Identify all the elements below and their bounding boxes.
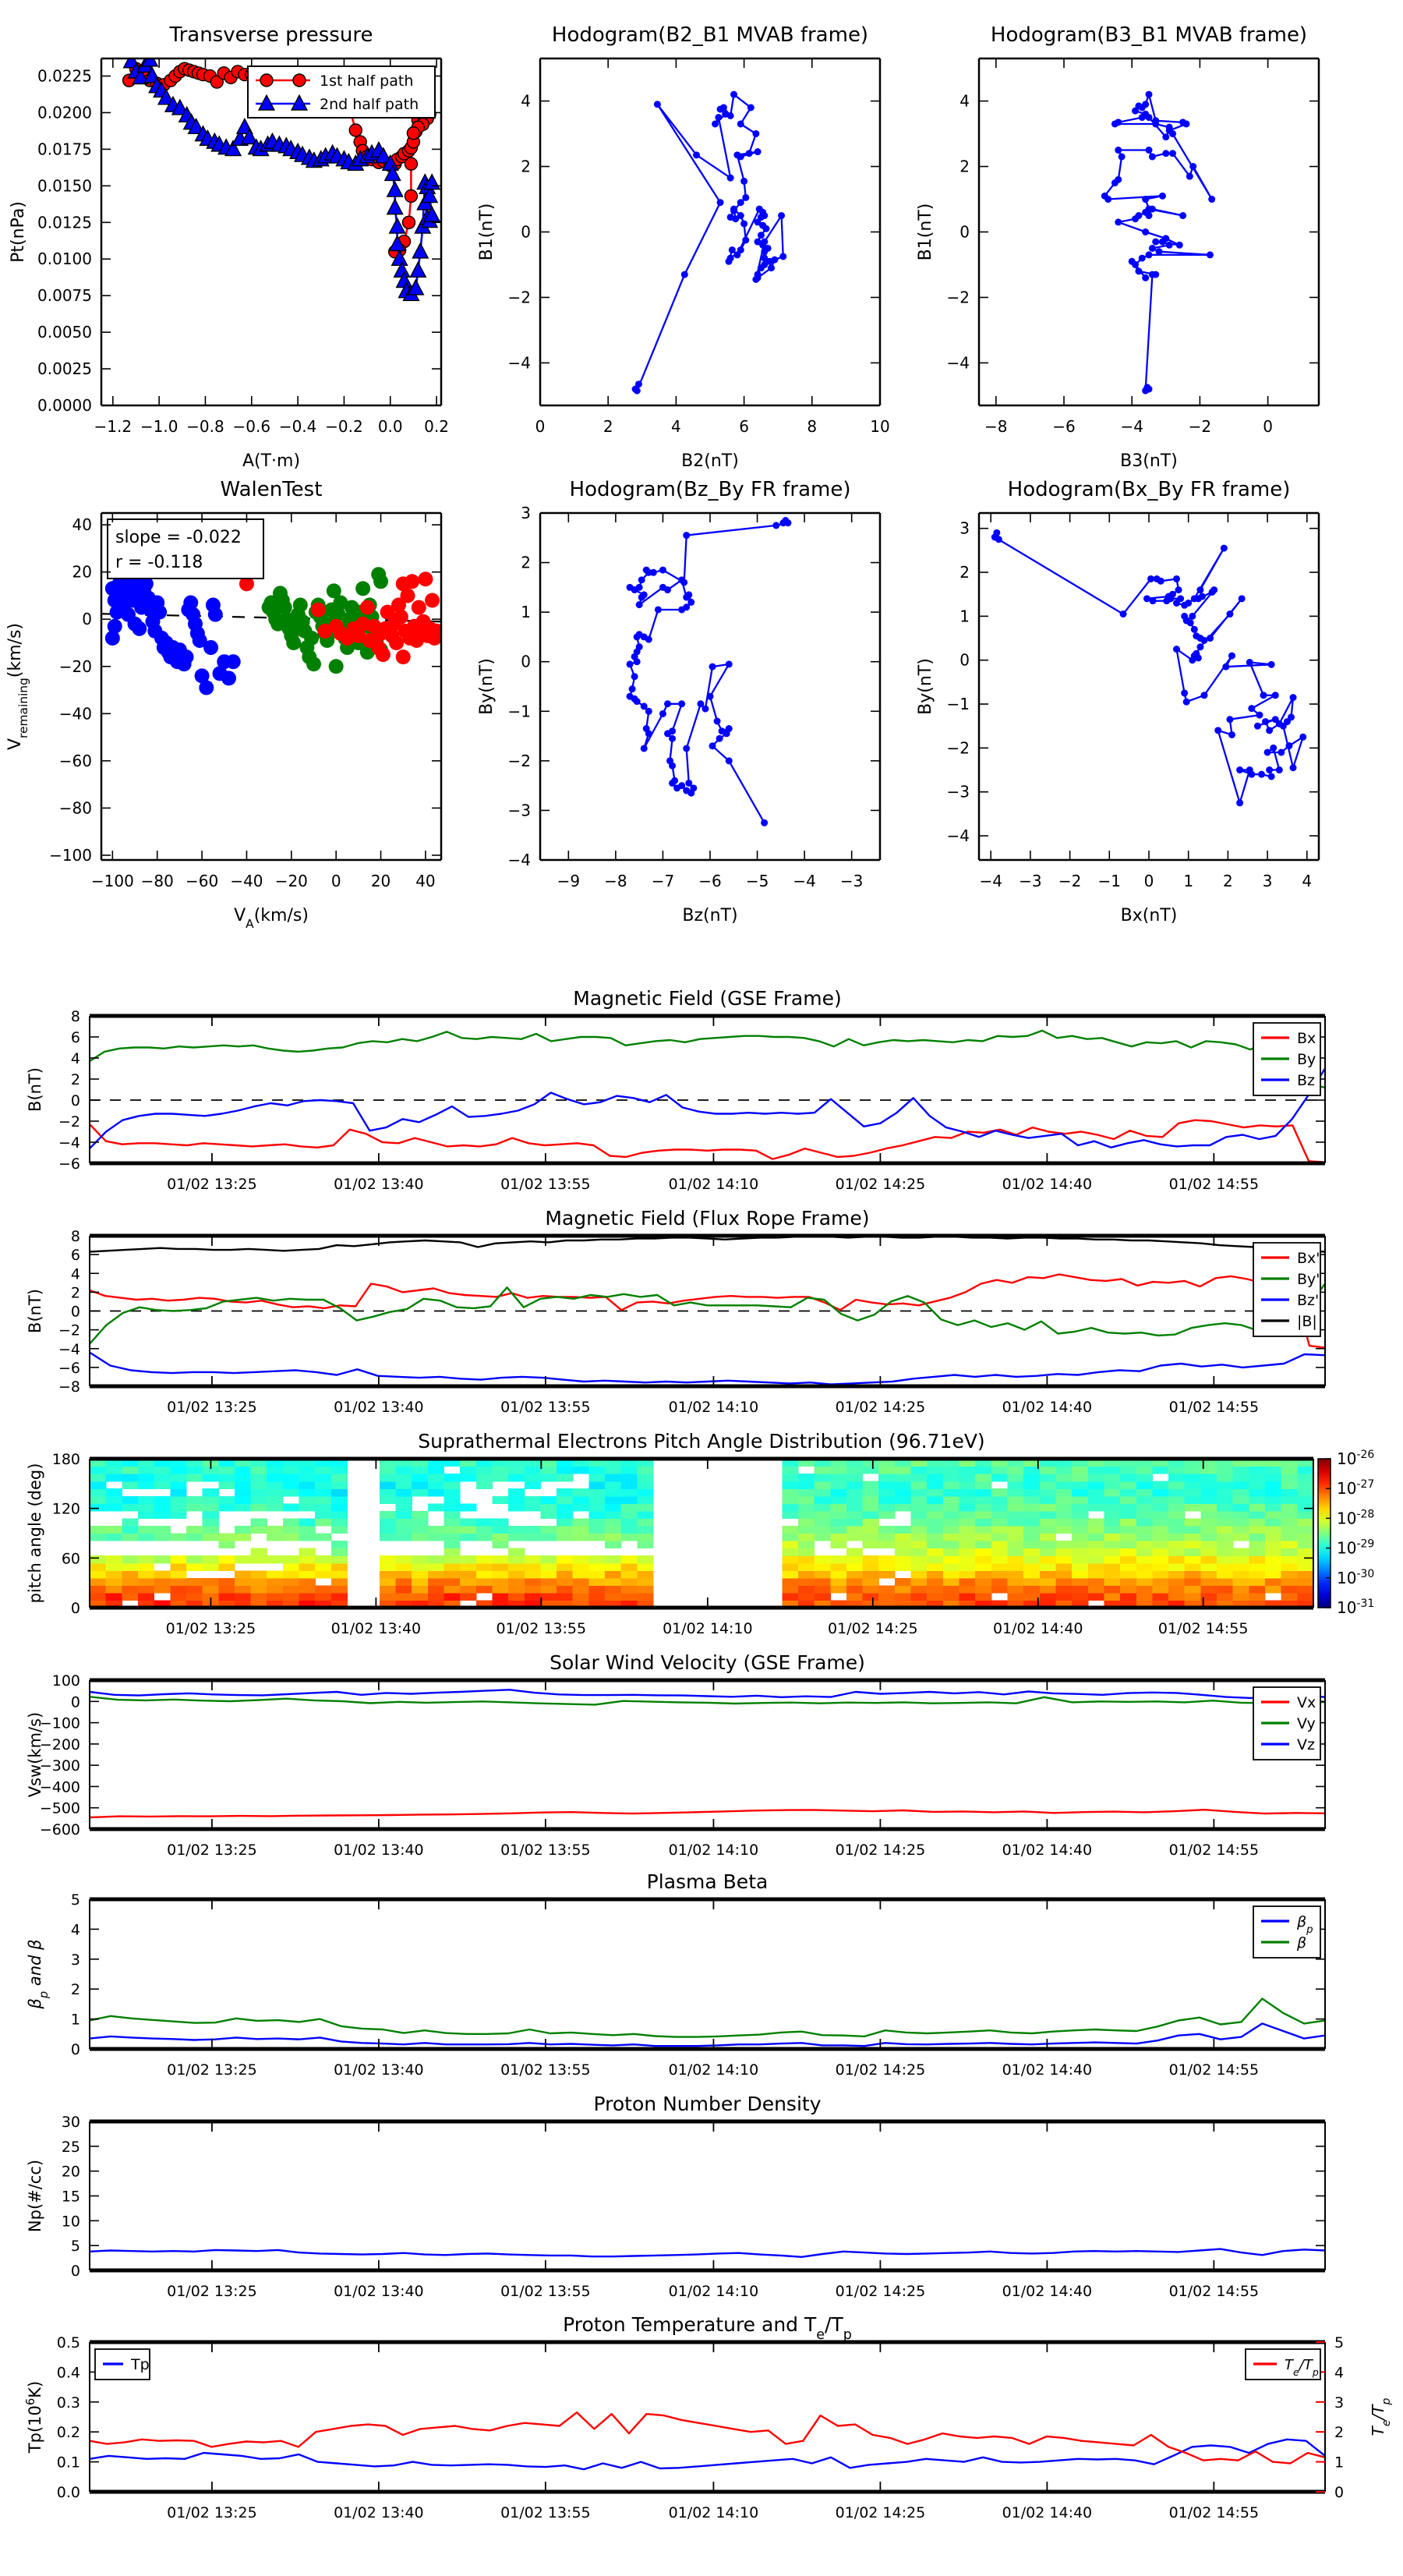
colorbar-tick-label: $10^{-28}$: [1337, 1508, 1375, 1528]
y-tick-label: 1: [959, 607, 970, 626]
y-tick-label: 0: [70, 1693, 80, 1711]
x-tick-label: −5: [745, 872, 769, 890]
time-tick-label: 01/02 13:25: [167, 1842, 257, 1859]
y-tick-label: −2: [58, 1322, 80, 1339]
time-tick-label: 01/02 13:55: [500, 2504, 591, 2521]
x-axis-label: Bz(nT): [682, 906, 738, 925]
y-tick-label: −8: [58, 1378, 80, 1396]
y-tick-label: 0.1: [56, 2454, 80, 2472]
time-tick-label: 01/02 14:10: [668, 2061, 759, 2079]
panel-title: Proton Number Density: [593, 2093, 822, 2115]
time-tick-label: 01/02 13:55: [500, 2283, 591, 2300]
panel-title: Solar Wind Velocity (GSE Frame): [550, 1651, 865, 1674]
time-tick-label: 01/02 14:25: [828, 1620, 918, 1637]
x-tick-label: 0.0: [377, 417, 403, 436]
x-tick-label: −2: [1188, 417, 1212, 436]
y-tick-label: 8: [70, 1008, 80, 1025]
x-tick-label: −3: [839, 872, 864, 890]
x-tick-label: −0.2: [325, 417, 363, 436]
y-tick-label: −4: [58, 1340, 80, 1358]
x-tick-label: 10: [870, 417, 890, 436]
panel-np: [26, 2093, 1325, 2300]
legend-label: $T_e/T_p$: [1285, 2357, 1319, 2378]
panel-tp: [24, 2313, 1394, 2521]
y-tick-label-right: 5: [1334, 2334, 1345, 2351]
y-tick-label: 1: [521, 603, 531, 622]
time-tick-label: 01/02 14:25: [835, 2061, 926, 2079]
time-tick-label: 01/02 13:55: [500, 1399, 591, 1416]
y-tick-label: 6: [70, 1247, 80, 1265]
y-tick-label: 0.0: [56, 2484, 80, 2501]
x-tick-label: 4: [1302, 872, 1313, 890]
x-tick-label: 0: [1143, 872, 1154, 890]
time-tick-label: 01/02 14:10: [663, 1620, 753, 1637]
y-tick-label: −80: [58, 798, 92, 818]
walen-slope-text: slope = -0.022: [115, 528, 242, 547]
legend-label: Bx': [1297, 1250, 1320, 1267]
panel-beta: [26, 1870, 1325, 2079]
y-tick-label: 25: [61, 2138, 80, 2156]
y-tick-label: −4: [58, 1134, 80, 1152]
legend-label: Bx: [1297, 1030, 1316, 1047]
y-tick-label: −4: [507, 353, 531, 373]
x-tick-label: −9: [557, 872, 581, 890]
y-axis-label: Vsw(km/s): [26, 1711, 44, 1798]
panel-pad: [26, 1430, 1374, 1637]
y-axis-label-right: $T_e/T_p$: [1369, 2397, 1393, 2436]
legend-label: Vx: [1297, 1694, 1316, 1711]
y-tick-label: −100: [39, 1714, 80, 1732]
panel-walen: [5, 478, 444, 931]
panel-hodogram_bxby: [916, 478, 1319, 925]
y-tick-label: 2: [70, 1071, 80, 1088]
y-tick-label: 4: [70, 1265, 80, 1283]
y-tick-label-right: 3: [1334, 2394, 1345, 2411]
panel-hodogram_bzby: [477, 478, 880, 925]
y-tick-label: 3: [959, 518, 970, 538]
y-tick-label: −4: [946, 826, 970, 846]
y-tick-label: 20: [72, 562, 92, 582]
y-tick-label: 180: [51, 1451, 80, 1468]
time-tick-label: 01/02 13:25: [167, 1176, 257, 1193]
time-tick-label: 01/02 14:40: [1002, 1842, 1093, 1859]
time-tick-label: 01/02 14:40: [1002, 2061, 1093, 2079]
x-axis-label: B3(nT): [1120, 451, 1178, 471]
walen-r-text: r = -0.118: [115, 553, 203, 572]
panel-mag_gse: [26, 987, 1325, 1193]
y-axis-label: $Tp(10^6K)$: [23, 2380, 44, 2454]
x-tick-label: 2: [1223, 872, 1233, 890]
y-tick-label: 15: [61, 2188, 80, 2206]
x-tick-label: 6: [739, 417, 749, 436]
y-tick-label: 0: [70, 1092, 80, 1109]
y-tick-label: 0.0100: [37, 249, 92, 269]
y-tick-label: −200: [39, 1736, 80, 1753]
y-tick-label: −2: [58, 1113, 80, 1131]
x-tick-label: −4: [979, 872, 1002, 890]
y-tick-label: −20: [58, 656, 92, 676]
x-tick-label: −4: [793, 872, 816, 890]
x-tick-label: 0: [1263, 417, 1273, 436]
y-tick-label: −3: [946, 782, 970, 801]
x-tick-label: −3: [1019, 872, 1042, 890]
time-tick-label: 01/02 13:25: [167, 2061, 257, 2079]
y-tick-label: 0: [521, 652, 531, 671]
y-axis-label: B(nT): [26, 1067, 44, 1112]
panel-title: Proton Temperature and $T_e/T_p$: [563, 2313, 852, 2343]
time-tick-label: 01/02 14:25: [835, 2283, 926, 2300]
y-tick-label: −2: [946, 738, 970, 758]
y-tick-label: −300: [39, 1757, 80, 1775]
y-axis-label: B1(nT): [477, 203, 497, 261]
time-tick-label: 01/02 14:55: [1168, 1176, 1260, 1193]
y-tick-label: −6: [58, 1155, 80, 1173]
time-tick-label: 01/02 13:40: [334, 2283, 424, 2300]
colorbar-tick-label: $10^{-29}$: [1337, 1537, 1375, 1558]
x-tick-label: −40: [230, 872, 263, 890]
legend-label: Vz: [1297, 1736, 1315, 1753]
y-axis-label: Pt(nPa): [9, 201, 28, 263]
y-tick-label: 3: [70, 1951, 80, 1969]
x-tick-label: −6: [1052, 417, 1076, 436]
y-tick-label: −400: [39, 1778, 80, 1796]
y-tick-label: 2: [521, 157, 531, 176]
y-tick-label: 4: [70, 1921, 80, 1939]
y-tick-label: −600: [39, 1821, 80, 1838]
x-tick-label: −100: [90, 872, 134, 890]
time-tick-label: 01/02 14:10: [668, 1842, 759, 1859]
panel-title: WalenTest: [220, 478, 323, 501]
y-tick-label: −6: [58, 1359, 80, 1377]
time-tick-label: 01/02 14:25: [835, 1842, 926, 1859]
x-tick-label: −0.4: [278, 417, 317, 436]
time-tick-label: 01/02 14:55: [1168, 2504, 1260, 2521]
panel-title: Suprathermal Electrons Pitch Angle Distribution (96.71eV): [418, 1430, 985, 1453]
x-axis-label: B2(nT): [681, 451, 739, 471]
x-tick-label: −60: [185, 872, 219, 890]
panel-title: Magnetic Field (Flux Rope Frame): [545, 1207, 870, 1230]
time-tick-label: 01/02 14:40: [1002, 2504, 1093, 2521]
y-tick-label: 20: [61, 2163, 80, 2181]
y-tick-label: 0: [70, 1600, 80, 1617]
y-tick-label: −3: [507, 801, 531, 820]
x-tick-label: −80: [140, 872, 174, 890]
x-tick-label: −0.8: [186, 417, 224, 436]
y-axis-label: By(nT): [477, 658, 497, 715]
legend-label: Vy: [1297, 1715, 1316, 1732]
time-tick-label: 01/02 14:10: [668, 1399, 759, 1416]
panel-title: Hodogram(B2_B1 MVAB frame): [551, 23, 869, 47]
time-tick-label: 01/02 13:55: [500, 1176, 591, 1193]
y-tick-label: 2: [70, 1284, 80, 1302]
y-tick-label: 0.3: [56, 2394, 80, 2411]
y-tick-label: 60: [61, 1550, 80, 1568]
y-tick-label: 0.0225: [37, 66, 92, 86]
y-tick-label: 0.2: [56, 2424, 80, 2442]
y-axis-label: By(nT): [916, 658, 935, 715]
y-tick-label: 3: [521, 504, 531, 522]
panel-vel_gse: [26, 1651, 1325, 1859]
y-tick-label: 4: [70, 1050, 80, 1067]
x-tick-label: −4: [1120, 417, 1143, 436]
time-tick-label: 01/02 13:40: [334, 2061, 424, 2079]
y-tick-label-right: 4: [1334, 2364, 1345, 2382]
colorbar-tick-label: $10^{-27}$: [1337, 1478, 1375, 1499]
y-tick-label: 40: [72, 515, 92, 535]
y-tick-label: 5: [70, 2238, 80, 2256]
y-tick-label: −2: [507, 751, 531, 770]
time-tick-label: 01/02 13:55: [496, 1620, 587, 1637]
time-tick-label: 01/02 14:25: [835, 1176, 926, 1193]
y-tick-label: −40: [58, 704, 92, 724]
time-tick-label: 01/02 14:25: [835, 2504, 926, 2521]
y-axis-label: B(nT): [26, 1289, 44, 1333]
time-tick-label: 01/02 13:55: [500, 1842, 591, 1859]
time-tick-label: 01/02 14:40: [992, 1620, 1083, 1637]
y-tick-label: 0.0000: [37, 396, 92, 415]
y-axis-label: $V_{remaining}(km/s)$: [5, 623, 30, 750]
time-tick-label: 01/02 13:25: [167, 2283, 257, 2300]
x-tick-label: 0: [330, 872, 341, 890]
y-axis-label: Np(#/cc): [26, 2159, 44, 2233]
y-tick-label: −2: [946, 288, 970, 307]
time-tick-label: 01/02 13:25: [167, 2504, 257, 2521]
y-tick-label: 2: [959, 563, 970, 582]
panel-title: Hodogram(Bz_By FR frame): [569, 478, 851, 501]
y-tick-label-right: 0: [1334, 2484, 1345, 2501]
y-tick-label: 0.0200: [37, 103, 92, 122]
y-tick-label: 0: [70, 2041, 80, 2058]
y-tick-label: −4: [946, 353, 970, 373]
y-tick-label: 100: [51, 1672, 80, 1690]
legend-label: By: [1297, 1051, 1316, 1068]
x-tick-label: −1.0: [140, 417, 178, 436]
x-axis-label: Bx(nT): [1120, 906, 1178, 925]
legend-label: By': [1297, 1271, 1320, 1288]
x-tick-label: −0.6: [232, 417, 271, 436]
panel-title: Hodogram(Bx_By FR frame): [1007, 478, 1291, 501]
legend-label: $\beta_p$: [1297, 1913, 1313, 1936]
y-tick-label: −60: [58, 751, 92, 770]
time-tick-label: 01/02 13:40: [334, 1399, 424, 1416]
x-axis-label: $V_A(km/s)$: [234, 906, 309, 931]
x-axis-label: A(T·m): [242, 451, 301, 471]
y-tick-label: 0.0075: [37, 286, 92, 306]
x-tick-label: −2: [1058, 872, 1082, 890]
x-tick-label: 3: [1262, 872, 1273, 890]
time-tick-label: 01/02 13:25: [165, 1620, 256, 1637]
x-tick-label: −8: [604, 872, 627, 890]
time-tick-label: 01/02 14:10: [668, 2283, 759, 2300]
y-tick-label: −1: [946, 695, 970, 714]
panel-title: Transverse pressure: [169, 23, 373, 47]
y-tick-label: 0: [70, 2263, 80, 2280]
colorbar: [1318, 1459, 1331, 1608]
time-tick-label: 01/02 14:40: [1002, 1399, 1093, 1416]
x-tick-label: −1.2: [94, 417, 133, 436]
x-tick-label: −6: [698, 872, 722, 890]
time-tick-label: 01/02 14:10: [668, 1176, 759, 1193]
x-tick-label: −1: [1097, 872, 1122, 890]
time-tick-label: 01/02 13:40: [334, 2504, 424, 2521]
y-axis-label: $\beta_p$ and β: [26, 1939, 51, 2009]
legend-label: |B|: [1297, 1313, 1317, 1330]
y-tick-label: −500: [39, 1799, 80, 1817]
y-tick-label: 120: [51, 1500, 80, 1518]
y-tick-label: 0.0150: [37, 176, 92, 196]
y-axis-label: pitch angle (deg): [26, 1463, 44, 1604]
time-tick-label: 01/02 14:10: [668, 2504, 759, 2521]
y-tick-label: 0.0175: [37, 140, 92, 159]
y-tick-label: −100: [49, 845, 92, 865]
y-tick-label: 0: [959, 650, 970, 670]
colorbar-tick-label: $10^{-31}$: [1337, 1598, 1375, 1617]
x-tick-label: 40: [415, 872, 436, 890]
y-tick-label: 0: [959, 222, 970, 242]
x-tick-label: 20: [370, 872, 391, 890]
time-tick-label: 01/02 14:55: [1168, 1399, 1260, 1416]
panel-transverse_pressure: [9, 23, 449, 471]
y-tick-label: 0.4: [56, 2364, 80, 2382]
time-tick-label: 01/02 13:40: [334, 1176, 424, 1193]
time-tick-label: 01/02 14:55: [1168, 2283, 1260, 2300]
y-tick-label: 30: [61, 2114, 80, 2131]
x-tick-label: −8: [984, 417, 1008, 436]
time-tick-label: 01/02 13:40: [334, 1842, 424, 1859]
x-tick-label: 4: [671, 417, 681, 436]
y-tick-label: −2: [507, 288, 531, 307]
y-tick-label: −4: [507, 851, 531, 869]
y-tick-label: 1: [70, 2011, 80, 2029]
x-tick-label: 8: [807, 417, 818, 436]
legend-label: β: [1297, 1934, 1307, 1951]
y-tick-label: −1: [507, 702, 531, 721]
time-tick-label: 01/02 13:25: [167, 1399, 257, 1416]
legend-label: 1st half path: [320, 73, 414, 90]
panel-title: Magnetic Field (GSE Frame): [573, 987, 842, 1010]
y-axis-label: B1(nT): [916, 203, 935, 261]
panel-hodogram_b3b1: [916, 23, 1319, 471]
x-tick-label: −7: [651, 872, 675, 890]
time-tick-label: 01/02 14:55: [1157, 1620, 1249, 1637]
colorbar-tick-label: $10^{-30}$: [1337, 1567, 1375, 1587]
y-tick-label: 2: [70, 1981, 80, 1999]
y-tick-label: 0.0050: [37, 323, 92, 342]
time-tick-label: 01/02 14:40: [1002, 1176, 1093, 1193]
panel-title: Plasma Beta: [646, 1870, 769, 1893]
x-tick-label: 0: [535, 417, 546, 436]
y-tick-label-right: 1: [1334, 2454, 1345, 2472]
x-tick-label: 1: [1183, 872, 1194, 890]
y-tick-label: 4: [959, 91, 970, 111]
time-tick-label: 01/02 13:55: [500, 2061, 591, 2079]
panel-mag_fr: [26, 1207, 1325, 1416]
y-tick-label: 6: [70, 1029, 80, 1046]
time-tick-label: 01/02 14:55: [1168, 2061, 1260, 2079]
legend-label: Tp: [131, 2356, 150, 2373]
y-tick-label: 0: [70, 1303, 80, 1321]
x-tick-label: −20: [274, 872, 308, 890]
y-tick-label: 4: [521, 91, 531, 111]
y-tick-label: 5: [70, 1891, 80, 1909]
legend-label: Bz: [1297, 1072, 1316, 1089]
colorbar-tick-label: $10^{-26}$: [1337, 1449, 1375, 1468]
time-tick-label: 01/02 13:40: [330, 1620, 422, 1637]
time-tick-label: 01/02 14:40: [1002, 2283, 1093, 2300]
y-tick-label: 2: [959, 157, 970, 176]
x-tick-label: 2: [603, 417, 613, 436]
legend-label: Bz': [1297, 1292, 1320, 1309]
y-tick-label: 0: [521, 222, 531, 242]
y-tick-label: 0.0125: [37, 213, 92, 232]
y-tick-label: 10: [61, 2213, 80, 2231]
y-tick-label: 0: [82, 610, 92, 629]
y-tick-label-right: 2: [1334, 2424, 1345, 2442]
legend-label: 2nd half path: [320, 96, 419, 113]
panel-title: Hodogram(B3_B1 MVAB frame): [990, 23, 1308, 47]
time-tick-label: 01/02 14:55: [1168, 1842, 1260, 1859]
y-tick-label: 8: [70, 1228, 80, 1245]
x-tick-label: 0.2: [424, 417, 449, 436]
panel-hodogram_b2b1: [477, 23, 890, 471]
y-tick-label: 0.0025: [37, 359, 92, 379]
time-tick-label: 01/02 14:25: [835, 1399, 926, 1416]
y-tick-label: 2: [521, 553, 531, 572]
y-tick-label: 0.5: [56, 2334, 80, 2351]
